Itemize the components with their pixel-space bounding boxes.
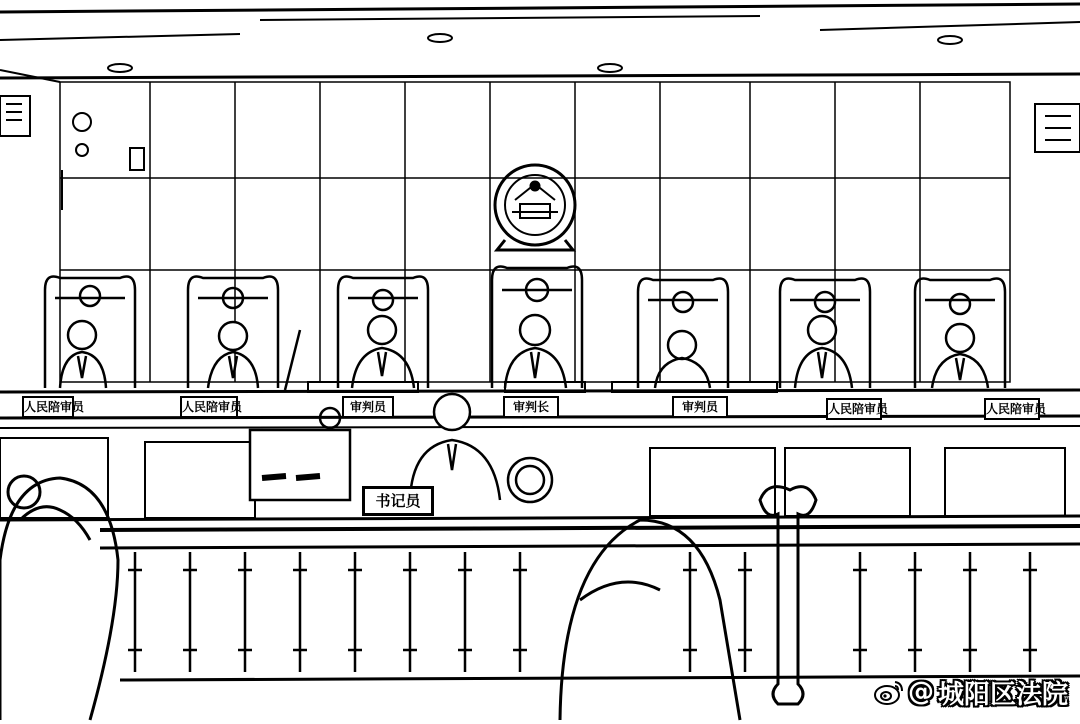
judge-seat — [285, 277, 428, 391]
judge-seat — [638, 279, 728, 389]
nameplate-clerk: 书记员 — [362, 486, 434, 516]
right-wall — [1035, 104, 1080, 152]
nameplate-judge-2: 审判员 — [672, 396, 728, 418]
watermark-at: @ — [907, 677, 934, 707]
nameplate-juror-4: 人民陪审员 — [984, 398, 1040, 420]
nameplate-presiding-judge: 审判长 — [503, 396, 559, 418]
judge-seat — [915, 279, 1005, 389]
nameplate-judge-1: 审判员 — [342, 396, 394, 418]
judge-seat — [45, 277, 135, 389]
judge-seat — [492, 267, 582, 389]
front-panels — [0, 438, 1080, 520]
judge-seat — [188, 277, 278, 389]
left-wall — [0, 70, 144, 210]
nameplate-juror-1: 人民陪审员 — [22, 396, 74, 418]
judge-seat — [780, 279, 870, 389]
weibo-icon — [874, 678, 904, 706]
weibo-watermark — [874, 672, 1068, 712]
judges-bench — [45, 267, 1005, 391]
nameplate-juror-2: 人民陪审员 — [180, 396, 238, 418]
watermark-text: 城阳区法院 — [937, 679, 1068, 710]
nameplate-juror-3: 人民陪审员 — [826, 398, 882, 420]
ceiling — [0, 4, 1080, 78]
